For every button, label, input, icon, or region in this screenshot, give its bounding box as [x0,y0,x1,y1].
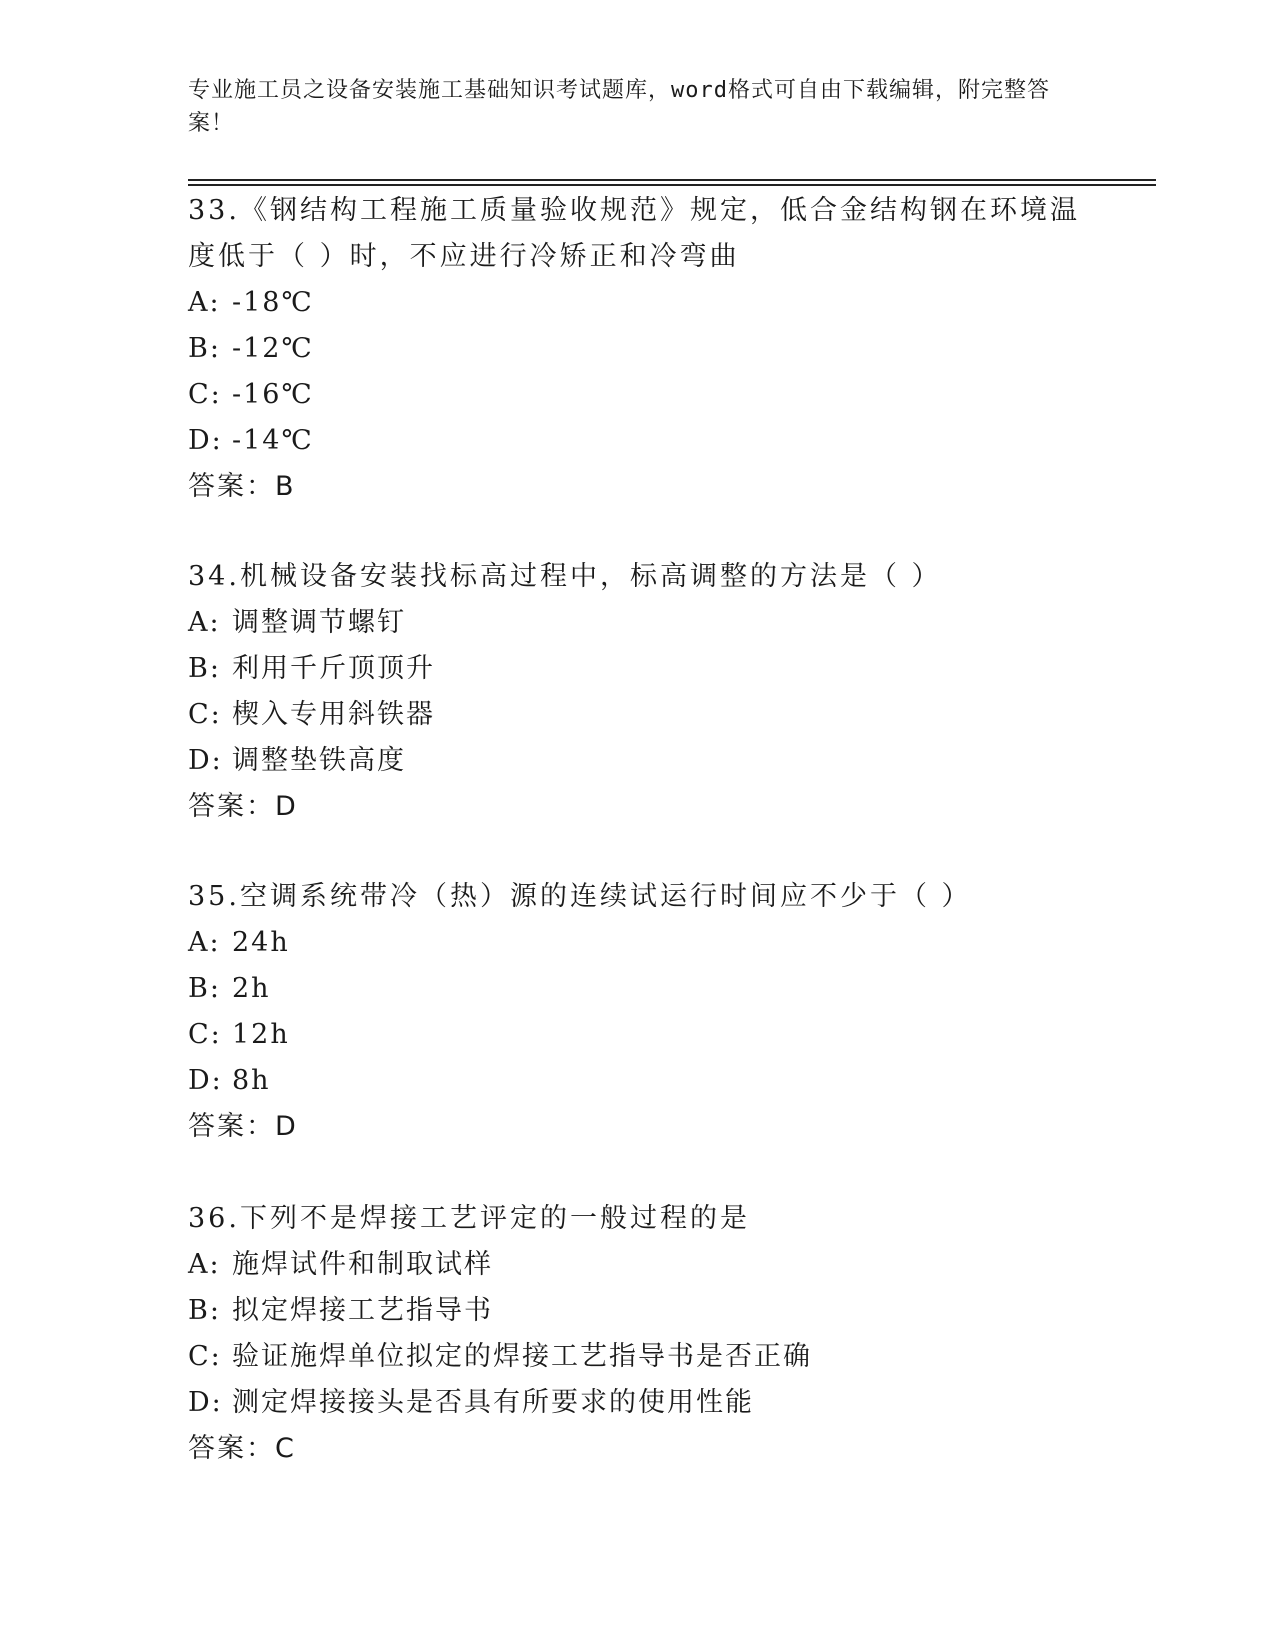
option-text: 验证施焊单位拟定的焊接工艺指导书是否正确 [232,1341,812,1372]
option-text: 调整垫铁高度 [232,745,406,776]
option-text: 24h [232,927,290,958]
option-text: -16℃ [232,379,314,410]
option-d [188,1380,1088,1426]
option-key: D: [188,745,223,776]
answer-line: 答案：D [188,791,298,822]
option-c [188,1334,1088,1380]
question-36 [188,1196,1088,1472]
option-key: C: [188,379,222,410]
option-text: -12℃ [232,333,314,364]
answer-line: 答案：B [188,471,296,502]
option-text: 测定焊接接头是否具有所要求的使用性能 [232,1387,754,1418]
option-key: C: [188,699,222,730]
option-text: 12h [232,1019,290,1050]
option-key: A: [188,1249,221,1280]
question-stem: 35.空调系统带冷（热）源的连续试运行时间应不少于（ ） [188,881,972,912]
question-33 [188,188,1088,510]
option-c [188,372,1088,418]
option-a [188,280,1088,326]
option-key: D: [188,1387,223,1418]
option-key: C: [188,1341,222,1372]
option-b [188,966,1088,1012]
option-b [188,326,1088,372]
option-a [188,600,1088,646]
question-stem: 36.下列不是焊接工艺评定的一般过程的是 [188,1203,750,1234]
option-key: A: [188,607,221,638]
option-key: D: [188,425,223,456]
header-divider-top [188,179,1156,181]
option-text: 8h [232,1065,271,1096]
option-key: B: [188,973,221,1004]
question-stem: 34.机械设备安装找标高过程中，标高调整的方法是（ ） [188,561,942,592]
option-text: -18℃ [232,287,314,318]
answer-line: 答案：D [188,1111,298,1142]
option-key: B: [188,333,221,364]
option-key: D: [188,1065,223,1096]
option-key: A: [188,927,221,958]
option-text: 利用千斤顶顶升 [232,653,435,684]
question-stem: 33.《钢结构工程施工质量验收规范》规定，低合金结构钢在环境温度低于（ ）时，不应进行冷矫正和冷弯曲 [188,195,1080,272]
header-divider-bottom [188,184,1156,186]
option-a [188,920,1088,966]
option-b [188,646,1088,692]
option-key: B: [188,1295,221,1326]
option-text: 楔入专用斜铁器 [232,699,435,730]
option-text: -14℃ [232,425,314,456]
option-c [188,1012,1088,1058]
document-header: 专业施工员之设备安装施工基础知识考试题库，word格式可自由下载编辑，附完整答案！ [188,78,1050,136]
option-a [188,1242,1088,1288]
answer-line: 答案：C [188,1433,296,1464]
option-key: B: [188,653,221,684]
option-c [188,692,1088,738]
option-key: C: [188,1019,222,1050]
option-key: A: [188,287,221,318]
option-b [188,1288,1088,1334]
option-d [188,738,1088,784]
option-d [188,1058,1088,1104]
option-text: 拟定焊接工艺指导书 [232,1295,493,1326]
option-text: 2h [232,973,271,1004]
option-text: 调整调节螺钉 [232,607,406,638]
question-35 [188,874,1088,1150]
question-34 [188,554,1088,830]
option-d [188,418,1088,464]
option-text: 施焊试件和制取试样 [232,1249,493,1280]
